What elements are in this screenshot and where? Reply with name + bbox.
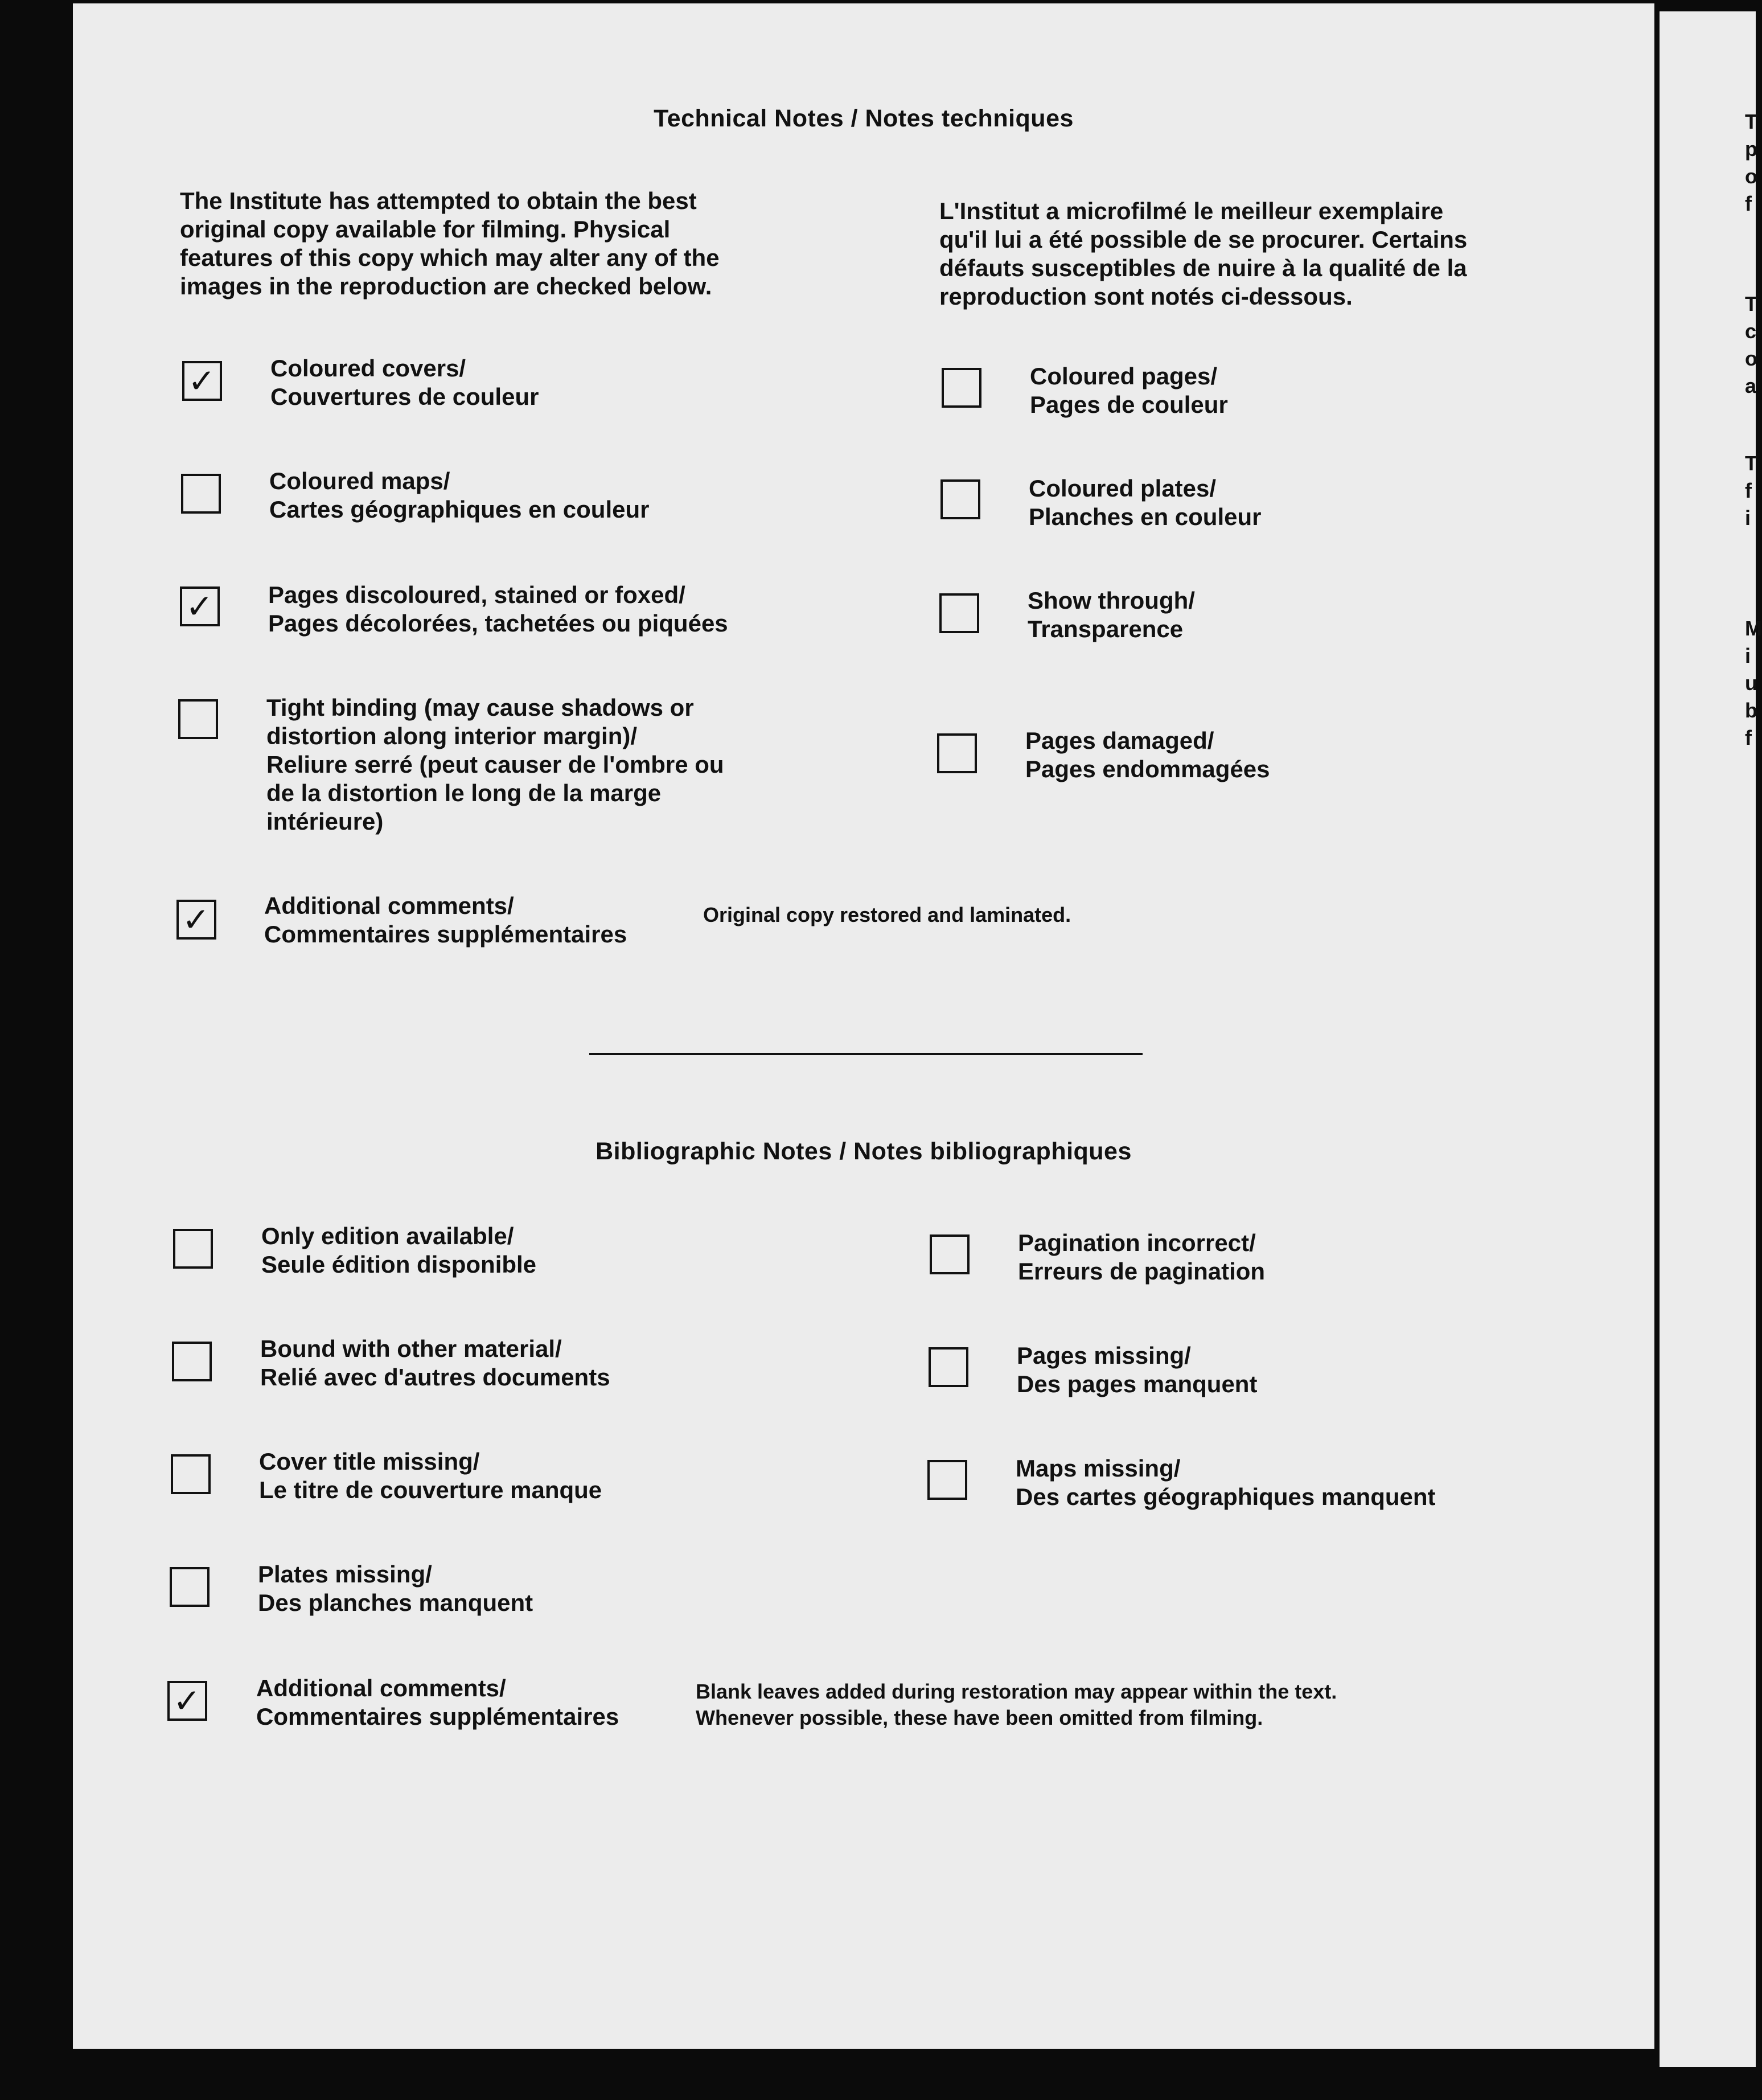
section-divider [589, 1053, 1143, 1055]
checkbox-coloured-maps[interactable] [181, 474, 221, 514]
label-coloured-pages: Coloured pages/ Pages de couleur [1030, 363, 1228, 418]
checkbox-pages-damaged[interactable] [937, 733, 977, 773]
check-mark-icon: ✓ [182, 900, 210, 939]
edge-text-block-4: M i u b f [1745, 617, 1762, 749]
technical-notes-heading: Technical Notes / Notes techniques [654, 105, 1074, 132]
checkbox-pages-missing[interactable] [929, 1347, 968, 1387]
checkbox-maps-missing[interactable] [927, 1460, 967, 1500]
checkbox-cover-title-missing[interactable] [171, 1454, 211, 1494]
label-tight-binding: Tight binding (may cause shadows or distortion along interior margin)/ Reliure serré (peut causer de l'ombre ou de la distortion le long de la marge intérieure) [266, 694, 724, 835]
check-mark-icon: ✓ [186, 587, 213, 626]
label-coloured-covers: Coloured covers/ Couvertures de couleur [270, 355, 539, 410]
label-additional-comments-bibliographic: Additional comments/ Commentaires supplémentaires [256, 1675, 619, 1730]
checkbox-only-edition[interactable] [173, 1229, 213, 1269]
checkbox-coloured-pages[interactable] [942, 368, 981, 408]
edge-text-block-3: T f i [1745, 452, 1757, 530]
checkbox-coloured-covers[interactable] [182, 361, 222, 401]
label-bound-with-other: Bound with other material/ Relié avec d'autres documents [260, 1335, 610, 1391]
checkbox-show-through[interactable] [939, 593, 979, 633]
technical-comment-text: Original copy restored and laminated. [703, 903, 1071, 926]
checkbox-pagination-incorrect[interactable] [930, 1234, 970, 1274]
label-maps-missing: Maps missing/ Des cartes géographiques manquent [1016, 1455, 1436, 1510]
check-mark-icon: ✓ [188, 362, 216, 400]
label-pages-missing: Pages missing/ Des pages manquent [1017, 1342, 1258, 1397]
label-coloured-plates: Coloured plates/ Planches en couleur [1029, 475, 1262, 530]
label-additional-comments-technical: Additional comments/ Commentaires supplémentaires [264, 892, 627, 948]
bibliographic-notes-heading: Bibliographic Notes / Notes bibliographiques [595, 1138, 1132, 1165]
label-cover-title-missing: Cover title missing/ Le titre de couverture manque [259, 1448, 602, 1503]
checkbox-bound-with-other[interactable] [172, 1342, 212, 1381]
check-mark-icon: ✓ [173, 1681, 201, 1720]
label-show-through: Show through/ Transparence [1028, 587, 1195, 642]
intro-french: L'Institut a microfilmé le meilleur exemplaire qu'il lui a été possible de se procurer. Certains défauts susceptibles de nuire à la qualité de la reproduction sont notés ci-dessous. [939, 198, 1468, 310]
edge-text-block-2: T c o a [1745, 292, 1757, 397]
label-coloured-maps: Coloured maps/ Cartes géographiques en couleur [269, 467, 650, 523]
checkbox-tight-binding[interactable] [178, 699, 218, 739]
label-pages-damaged: Pages damaged/ Pages endommagées [1025, 727, 1270, 782]
label-pages-discoloured: Pages discoloured, stained or foxed/ Pages décolorées, tachetées ou piquées [268, 581, 728, 637]
checkbox-plates-missing[interactable] [170, 1567, 210, 1607]
checkbox-pages-discoloured[interactable] [180, 586, 220, 626]
label-only-edition: Only edition available/ Seule édition disponible [261, 1223, 537, 1278]
intro-english: The Institute has attempted to obtain the best original copy available for filming. Physical features of this copy which may alter any of the images in the reproduction are checked below. [180, 187, 720, 300]
document-page [73, 3, 1654, 2049]
bibliographic-comment-text: Blank leaves added during restoration may appear within the text. Whenever possible, these have been omitted from filming. [696, 1680, 1337, 1729]
adjacent-page-fragment [1660, 11, 1762, 2067]
checkbox-coloured-plates[interactable] [940, 479, 980, 519]
checkbox-additional-comments-bibliographic[interactable] [167, 1681, 207, 1721]
label-pagination-incorrect: Pagination incorrect/ Erreurs de pagination [1018, 1229, 1266, 1285]
edge-text-block-1: T p o f [1745, 110, 1757, 215]
label-plates-missing: Plates missing/ Des planches manquent [258, 1561, 533, 1616]
checkbox-additional-comments-technical[interactable] [176, 900, 216, 940]
